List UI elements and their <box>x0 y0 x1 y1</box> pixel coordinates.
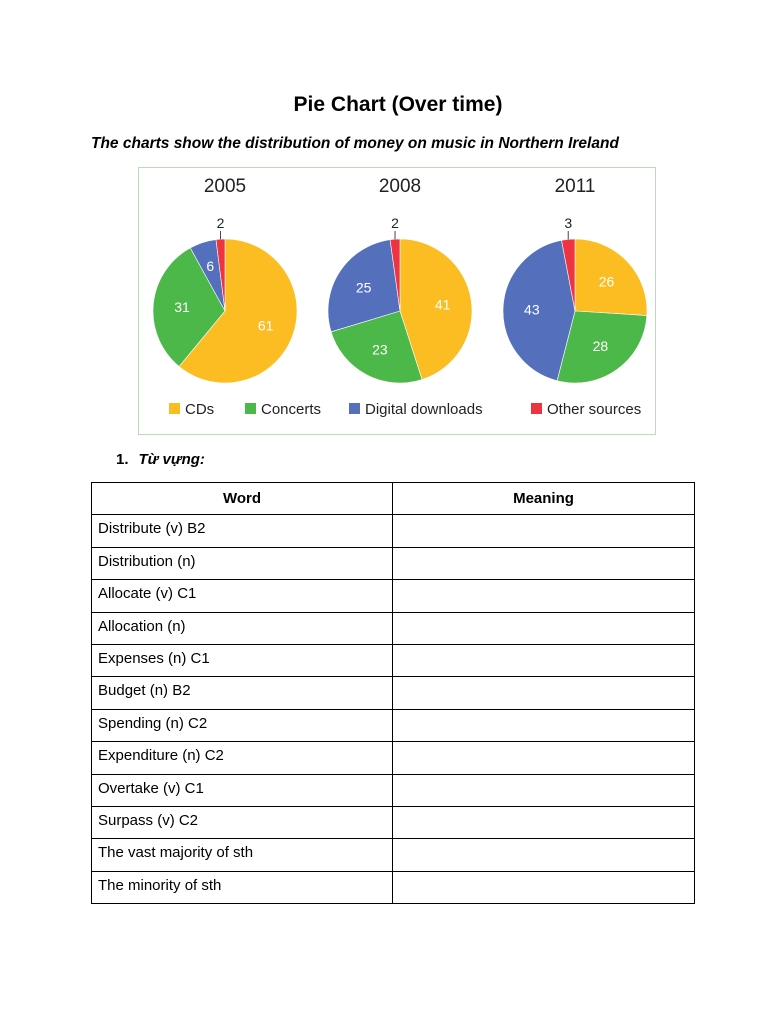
pie-title: 2011 <box>554 176 596 197</box>
pie-2011 <box>503 176 647 383</box>
slice-value-label: 2 <box>391 215 399 231</box>
table-row <box>92 580 695 612</box>
table-row <box>92 742 695 774</box>
legend-swatch <box>169 403 180 414</box>
word-cell: Surpass (v) C2 <box>92 806 393 838</box>
pie-2008 <box>328 176 472 383</box>
pie-title: 2005 <box>203 176 247 197</box>
slice-value-label: 2 <box>216 215 225 231</box>
table-row <box>92 839 695 871</box>
word-cell: Expenditure (n) C2 <box>92 742 393 774</box>
meaning-cell[interactable] <box>393 871 695 903</box>
section-number: 1. <box>116 451 129 468</box>
slice-value-label: 31 <box>174 298 190 315</box>
slice-value-label: 23 <box>372 341 388 358</box>
table-row <box>92 515 695 547</box>
word-cell: Expenses (n) C1 <box>92 644 393 676</box>
legend-label: Digital downloads <box>365 401 483 418</box>
table-row <box>92 644 695 676</box>
table-row <box>92 677 695 709</box>
meaning-cell[interactable] <box>393 644 695 676</box>
slice-value-label: 3 <box>564 215 573 231</box>
word-cell: Allocate (v) C1 <box>92 580 393 612</box>
legend-swatch <box>245 403 256 414</box>
meaning-cell[interactable] <box>393 580 695 612</box>
meaning-cell[interactable] <box>393 515 695 547</box>
word-cell: Budget (n) B2 <box>92 677 393 709</box>
legend-swatch <box>531 403 542 414</box>
pie-2005 <box>153 176 297 383</box>
meaning-cell[interactable] <box>393 709 695 741</box>
table-row <box>92 871 695 903</box>
word-cell: The minority of sth <box>92 871 393 903</box>
meaning-cell[interactable] <box>393 612 695 644</box>
word-cell: Spending (n) C2 <box>92 709 393 741</box>
header-meaning: Meaning <box>393 483 695 515</box>
meaning-cell[interactable] <box>393 547 695 579</box>
meaning-cell[interactable] <box>393 839 695 871</box>
word-cell: Allocation (n) <box>92 612 393 644</box>
section-title: Từ vựng: <box>138 451 205 468</box>
chart-description: The charts show the distribution of money on music in Northern Ireland <box>91 135 619 152</box>
slice-value-label: 43 <box>524 301 540 318</box>
legend-label: CDs <box>185 401 215 418</box>
table-row <box>92 612 695 644</box>
pie-title: 2008 <box>378 176 422 197</box>
pie-chart-figure <box>138 167 656 435</box>
table-row <box>92 806 695 838</box>
slice-value-label: 28 <box>592 337 609 354</box>
legend-label: Other sources <box>547 401 642 418</box>
section-heading <box>116 451 205 468</box>
vocabulary-table <box>91 482 695 904</box>
slice-value-label: 41 <box>434 296 451 313</box>
chart-legend <box>169 401 641 418</box>
meaning-cell[interactable] <box>393 677 695 709</box>
table-row <box>92 709 695 741</box>
table-row <box>92 774 695 806</box>
table-row <box>92 547 695 579</box>
slice-value-label: 26 <box>598 273 615 290</box>
slice-value-label: 6 <box>206 257 215 274</box>
page-title: Pie Chart (Over time) <box>293 93 503 116</box>
word-cell: The vast majority of sth <box>92 839 393 871</box>
legend-swatch <box>349 403 360 414</box>
meaning-cell[interactable] <box>393 742 695 774</box>
word-cell: Distribution (n) <box>92 547 393 579</box>
legend-label: Concerts <box>261 401 322 418</box>
word-cell: Distribute (v) B2 <box>92 515 393 547</box>
word-cell: Overtake (v) C1 <box>92 774 393 806</box>
slice-value-label: 61 <box>257 317 274 334</box>
header-word: Word <box>92 483 393 515</box>
meaning-cell[interactable] <box>393 774 695 806</box>
meaning-cell[interactable] <box>393 806 695 838</box>
table-header-row <box>92 483 695 515</box>
pie-charts-svg <box>139 168 654 433</box>
slice-value-label: 25 <box>355 279 372 296</box>
